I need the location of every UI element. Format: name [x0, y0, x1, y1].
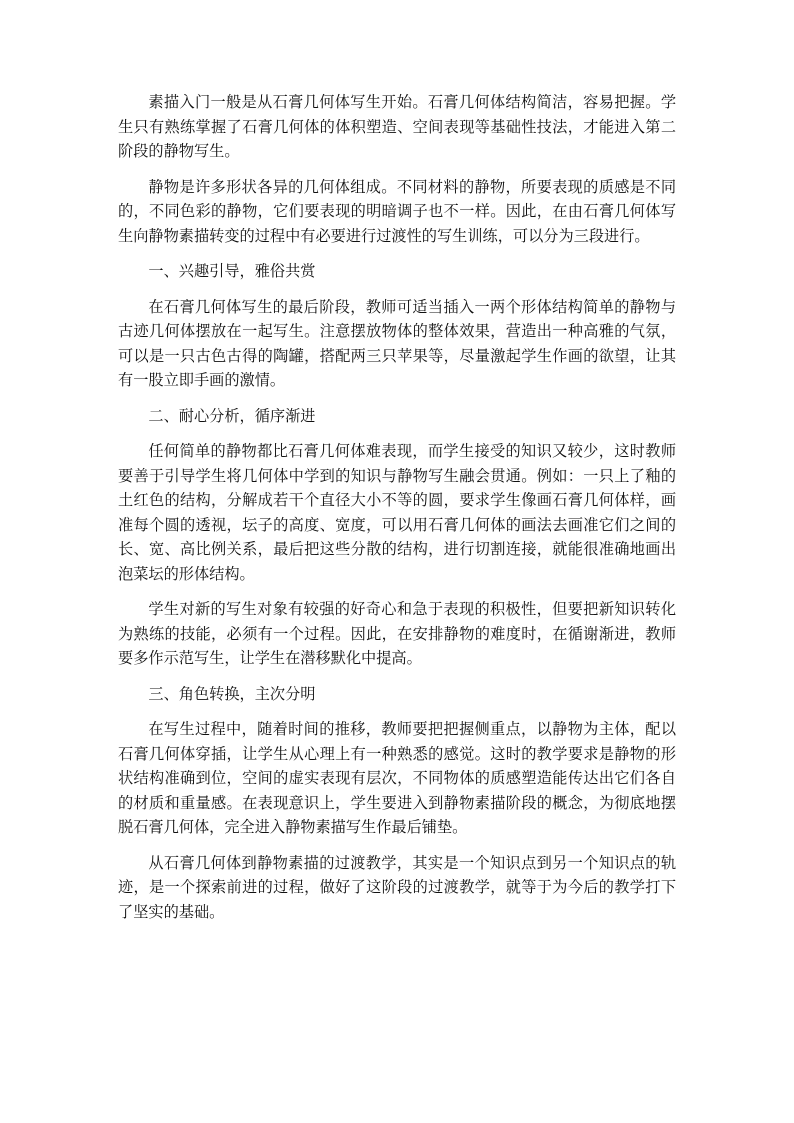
paragraph-section-2a: 任何简单的静物都比石膏几何体难表现，而学生接受的知识又较少，这时教师要善于引导学生将几何体中学到的知识与静物写生融会贯通。例如：一只上了釉的土红色的结构，分解成若干个直径大小不等的圆，要求学生像画石膏几何体样，画准每个圆的透视，坛子的高度、宽度，可以用石膏几何体的画法去画准它们之间的长、宽、高比例关系，最后把这些分散的结构，进行切割连接，就能很准确地画出泡菜坛的形体结构。	[118, 442, 676, 583]
paragraph-section-2b: 学生对新的写生对象有较强的好奇心和急于表现的积极性，但要把新知识转化为熟练的技能，必须有一个过程。因此，在安排静物的难度时，在循谢渐进，教师要多作示范写生，让学生在潜移默化中提高。	[118, 600, 676, 667]
paragraph-conclusion: 从石膏几何体到静物素描的过渡教学，其实是一个知识点到另一个知识点的轨迹，是一个探索前进的过程，做好了这阶段的过渡教学，就等于为今后的教学打下了坚实的基础。	[118, 853, 676, 921]
document-page	[118, 90, 676, 935]
paragraph-still-life: 静物是许多形状各异的几何体组成。不同材料的静物，所要表现的质感是不同的，不同色彩的静物，它们要表现的明暗调子也不一样。因此，在由石膏几何体写生向静物素描转变的过程中有必要进行过渡性的写生训练，可以分为三段进行。	[118, 177, 676, 245]
section-heading-2: 二、耐心分析，循序渐进	[148, 406, 316, 425]
paragraph-intro: 素描入门一般是从石膏几何体写生开始。石膏几何体结构简洁，容易把握。学生只有熟练掌握了石膏几何体的体积塑造、空间表现等基础性技法，才能进入第二阶段的静物写生。	[118, 93, 676, 160]
section-heading-1: 一、兴趣引导，雅俗共赏	[148, 262, 316, 280]
section-heading-3: 三、角色转换，主次分明	[148, 684, 316, 703]
paragraph-section-3: 在写生过程中，随着时间的推移，教师要把把握侧重点，以静物为主体，配以石膏几何体穿插，让学生从心理上有一种熟悉的感觉。这时的教学要求是静物的形状结构准确到位，空间的虚实表现有层次，不同物体的质感塑造能传达出它们各自的材质和重量感。在表现意识上，学生要进入到静物素描阶段的概念，为彻底地摆脱石膏几何体，完全进入静物素描写生作最后铺垫。	[118, 720, 676, 836]
paragraph-section-1: 在石膏几何体写生的最后阶段，教师可适当插入一两个形体结构简单的静物与古迹几何体摆放在一起写生。注意摆放物体的整体效果，营造出一种高雅的气氛，可以是一只古色古得的陶罐，搭配两三只苹果等，尽量激起学生作画的欲望，让其有一股立即手画的激情。	[118, 297, 676, 389]
